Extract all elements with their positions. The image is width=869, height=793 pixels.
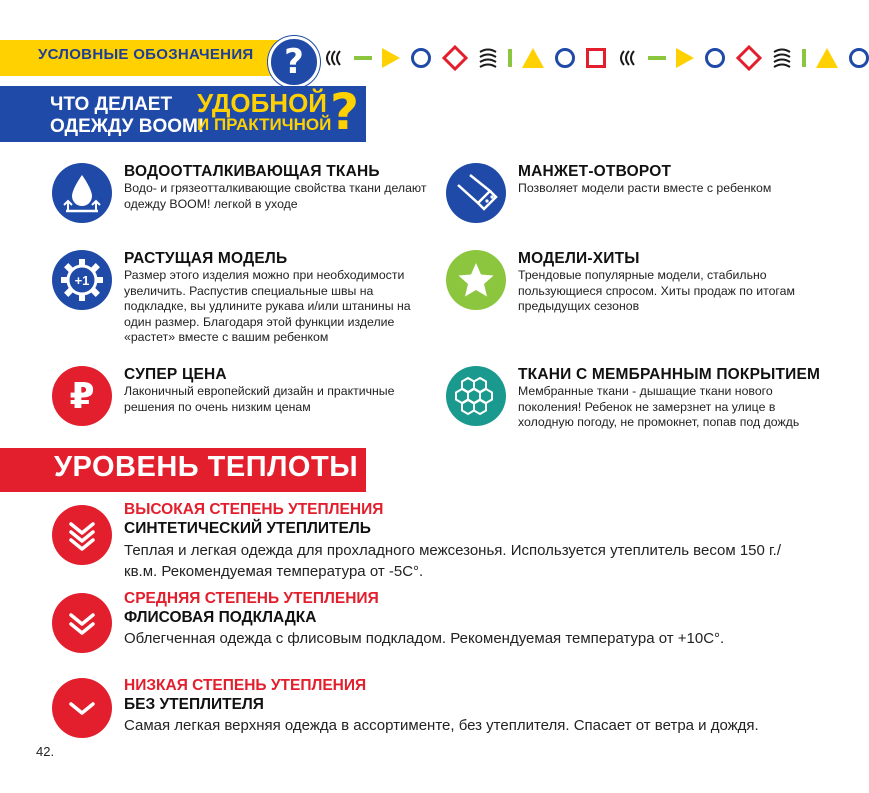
gear-plus-one-icon: [52, 250, 112, 310]
bar-icon: [508, 49, 512, 67]
triangle-right-icon: [676, 48, 694, 68]
star-icon: [446, 250, 506, 310]
square-icon: [586, 48, 606, 68]
legend-label: УСЛОВНЫЕ ОБОЗНАЧЕНИЯ: [38, 46, 254, 63]
waves-icon: [478, 47, 498, 69]
circle-icon: [554, 47, 576, 69]
title-highlight2: И ПРАКТИЧНОЙ: [197, 115, 332, 134]
triangle-right-icon: [382, 48, 400, 68]
dash-icon: [354, 55, 372, 61]
wind-icon: [322, 49, 344, 67]
warmth-desc: Самая легкая верхняя одежда в ассортименте, без утеплителя. Спасает от ветра и дождя.: [124, 717, 759, 734]
diamond-icon: [442, 45, 468, 71]
diamond-icon: [736, 45, 762, 71]
feature-title: ТКАНИ С МЕМБРАННЫМ ПОКРЫТИЕМ: [518, 366, 821, 383]
dash-icon: [648, 55, 666, 61]
feature-title: ВОДООТТАЛКИВАЮЩАЯ ТКАНЬ: [124, 163, 380, 180]
cuff-icon: [446, 163, 506, 223]
circle-icon: [410, 47, 432, 69]
bar-icon: [802, 49, 806, 67]
question-mark-icon: ?: [268, 36, 320, 88]
triangle-up-icon: [522, 48, 544, 68]
triangle-up-icon: [816, 48, 838, 68]
feature-desc: Мембранные ткани - дышащие ткани нового поколения! Ребенок не замерзнет на улице в холодную погоду, не промокнет, попав под дождь: [518, 384, 800, 429]
legend-symbols: [322, 40, 869, 76]
feature-title: СУПЕР ЦЕНА: [124, 366, 227, 383]
title-question-mark: ?: [330, 83, 360, 141]
feature-desc: Позволяет модели расти вместе с ребенком: [518, 181, 772, 195]
warmth-level: СРЕДНЯЯ СТЕПЕНЬ УТЕПЛЕНИЯ: [124, 590, 379, 607]
warmth-type: СИНТЕТИЧЕСКИЙ УТЕПЛИТЕЛЬ: [124, 520, 371, 537]
single-chevron-icon: [52, 678, 112, 738]
feature-title: МАНЖЕТ-ОТВОРОТ: [518, 163, 672, 180]
page-number: 42.: [36, 744, 55, 759]
waves-icon: [772, 47, 792, 69]
circle-icon: [704, 47, 726, 69]
svg-text:+1: +1: [74, 273, 90, 288]
double-chevron-icon: [52, 593, 112, 653]
water-drop-icon: [52, 163, 112, 223]
feature-desc: Размер этого изделия можно при необходимости увеличить. Распустив специальные швы на подкладке, вы удлините рукава и/или штанины на один размер. Благодаря этой функции изделие «растет» вместе с вашим ребенком: [124, 268, 411, 344]
feature-desc: Трендовые популярные модели, стабильно пользующиеся спросом. Хиты продаж по итогам предыдущих сезонов: [518, 268, 795, 313]
warmth-type: БЕЗ УТЕПЛИТЕЛЯ: [124, 696, 264, 713]
title-text: [50, 94, 204, 138]
warmth-title: УРОВЕНЬ ТЕПЛОТЫ: [54, 451, 359, 483]
warmth-desc: Облегченная одежда с флисовым подкладом. Рекомендуемая температура от +10С°.: [124, 630, 725, 647]
honeycomb-icon: [446, 366, 506, 426]
title-line1: ЧТО ДЕЛАЕТ: [50, 94, 173, 115]
warmth-type: ФЛИСОВАЯ ПОДКЛАДКА: [124, 609, 317, 626]
title-highlight1: УДОБНОЙ: [197, 88, 327, 118]
circle-icon: [848, 47, 869, 69]
feature-desc: Водо- и грязеотталкивающие свойства ткани делают одежду BOOM! легкой в уходе: [124, 181, 427, 211]
title-line2: ОДЕЖДУ BOOM!: [50, 116, 205, 137]
feature-title: РАСТУЩАЯ МОДЕЛЬ: [124, 250, 288, 267]
feature-desc: Лаконичный европейский дизайн и практичные решения по очень низким ценам: [124, 384, 395, 414]
warmth-level: ВЫСОКАЯ СТЕПЕНЬ УТЕПЛЕНИЯ: [124, 501, 384, 518]
wind-icon: [616, 49, 638, 67]
warmth-desc: Теплая и легкая одежда для прохладного межсезонья. Используется утеплитель весом 150 г./кв.м. Рекомендуемая температура от -5С°.: [124, 542, 781, 580]
triple-chevron-icon: [52, 505, 112, 565]
feature-title: МОДЕЛИ-ХИТЫ: [518, 250, 640, 267]
ruble-icon: ₽: [52, 366, 112, 426]
title-highlight: [197, 90, 331, 134]
warmth-level: НИЗКАЯ СТЕПЕНЬ УТЕПЛЕНИЯ: [124, 677, 367, 694]
